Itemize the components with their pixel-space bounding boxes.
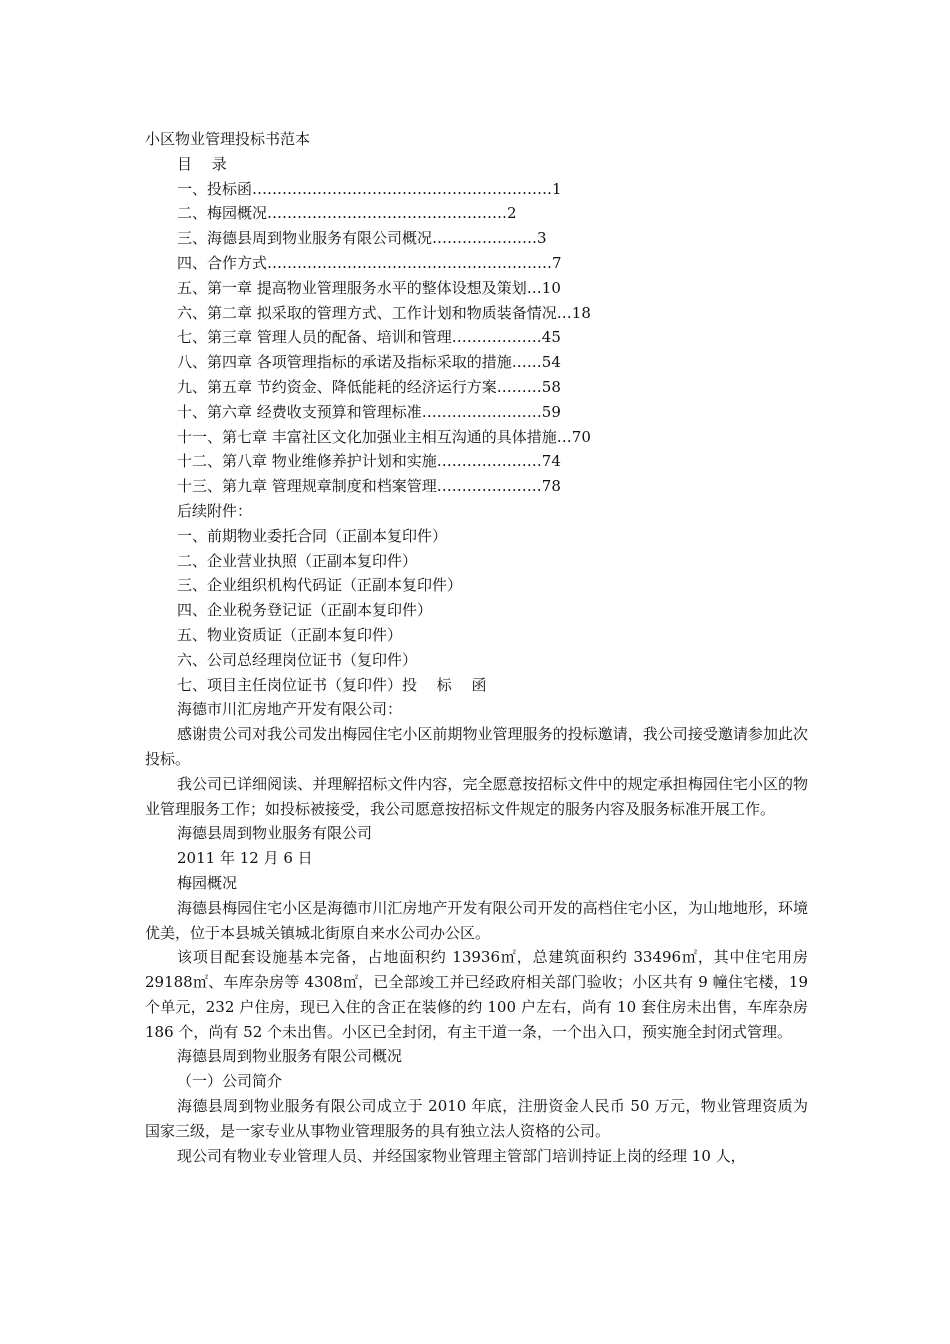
toc-item: 二、梅园概况…………………………………………2 (177, 204, 517, 223)
section-heading-meiyuan: 梅园概况 (177, 873, 238, 892)
document-title: 小区物业管理投标书范本 (145, 130, 311, 148)
toc-item: 十一、第七章 丰富社区文化加强业主相互沟通的具体措施…70 (177, 427, 591, 446)
attachments-heading: 后续附件： (177, 501, 253, 520)
toc-item: 三、海德县周到物业服务有限公司概况…………………3 (177, 229, 547, 248)
table-of-contents (145, 177, 808, 499)
attachment-item: 五、物业资质证（正副本复印件） (177, 625, 403, 644)
letter-date: 2011 年 12 月 6 日 (177, 849, 313, 868)
letter-signer: 海德县周到物业服务有限公司 (177, 824, 373, 843)
attachment-item: 二、企业营业执照（正副本复印件） (177, 551, 418, 570)
toc-item: 十三、第九章 管理规章制度和档案管理…………………78 (177, 477, 561, 496)
company-paragraph: 现公司有物业专业管理人员、并经国家物业管理主管部门培训持证上岗的经理 10 人， (177, 1146, 746, 1165)
toc-item: 一、投标函……………………………………………………1 (177, 179, 562, 198)
company-sub-heading: （一）公司简介 (177, 1072, 283, 1091)
attachment-item: 七、项目主任岗位证书（复印件）投 标 函 (177, 675, 487, 694)
attachment-item: 六、公司总经理岗位证书（复印件） (177, 650, 418, 669)
toc-item: 十二、第八章 物业维修养护计划和实施…………………74 (177, 452, 561, 471)
toc-item: 四、合作方式…………………………………………………7 (177, 253, 562, 272)
letter-paragraph: 我公司已详细阅读、并理解招标文件内容，完全愿意按招标文件中的规定承担梅园住宅小区的物业管理服务工作；如投标被接受，我公司愿意按招标文件规定的服务内容及服务标准开展工作。 (145, 774, 808, 818)
toc-heading: 目 录 (177, 154, 227, 173)
attachment-item: 四、企业税务登记证（正副本复印件） (177, 601, 433, 620)
toc-item: 五、第一章 提高物业管理服务水平的整体设想及策划…10 (177, 278, 561, 297)
toc-item: 八、第四章 各项管理指标的承诺及指标采取的措施……54 (177, 353, 561, 372)
toc-item: 七、第三章 管理人员的配备、培训和管理………………45 (177, 328, 561, 347)
toc-item: 六、第二章 拟采取的管理方式、工作计划和物质装备情况…18 (177, 303, 591, 322)
attachments-list (145, 524, 808, 698)
section-heading-company: 海德县周到物业服务有限公司概况 (177, 1047, 403, 1066)
meiyuan-paragraph: 该项目配套设施基本完备，占地面积约 13936㎡，总建筑面积约 33496㎡，其中住宅用房 29188㎡、车库杂房等 4308㎡，已全部竣工并已经政府相关部门验收；小区共有 9 幢住宅楼，19 个单元，232 户住房，现已入住的含正在装修的约 100 户左右，尚有 10 套住房未出售，车库杂房 186 个，尚有 52 个未出售。小区已全封闭，有主干道一条，一个出入口，预实施全封闭式管理。 (145, 948, 808, 1041)
attachment-item: 三、企业组织机构代码证（正副本复印件） (177, 576, 463, 595)
letter-paragraph: 感谢贵公司对我公司发出梅园住宅小区前期物业管理服务的投标邀请，我公司接受邀请参加此次投标。 (145, 725, 808, 768)
company-paragraph: 海德县周到物业服务有限公司成立于 2010 年底，注册资金人民币 50 万元，物业管理资质为国家三级，是一家专业从事物业管理服务的具有独立法人资格的公司。 (145, 1097, 808, 1140)
attachment-item: 一、前期物业委托合同（正副本复印件） (177, 526, 448, 545)
toc-item: 十、第六章 经费收支预算和管理标准……………………59 (177, 402, 561, 421)
letter-addressee: 海德市川汇房地产开发有限公司： (177, 700, 403, 719)
document-page (145, 127, 808, 1168)
toc-item: 九、第五章 节约资金、降低能耗的经济运行方案………58 (177, 377, 561, 396)
meiyuan-paragraph: 海德县梅园住宅小区是海德市川汇房地产开发有限公司开发的高档住宅小区，为山地地形，环境优美，位于本县城关镇城北街原自来水公司办公区。 (145, 898, 808, 942)
